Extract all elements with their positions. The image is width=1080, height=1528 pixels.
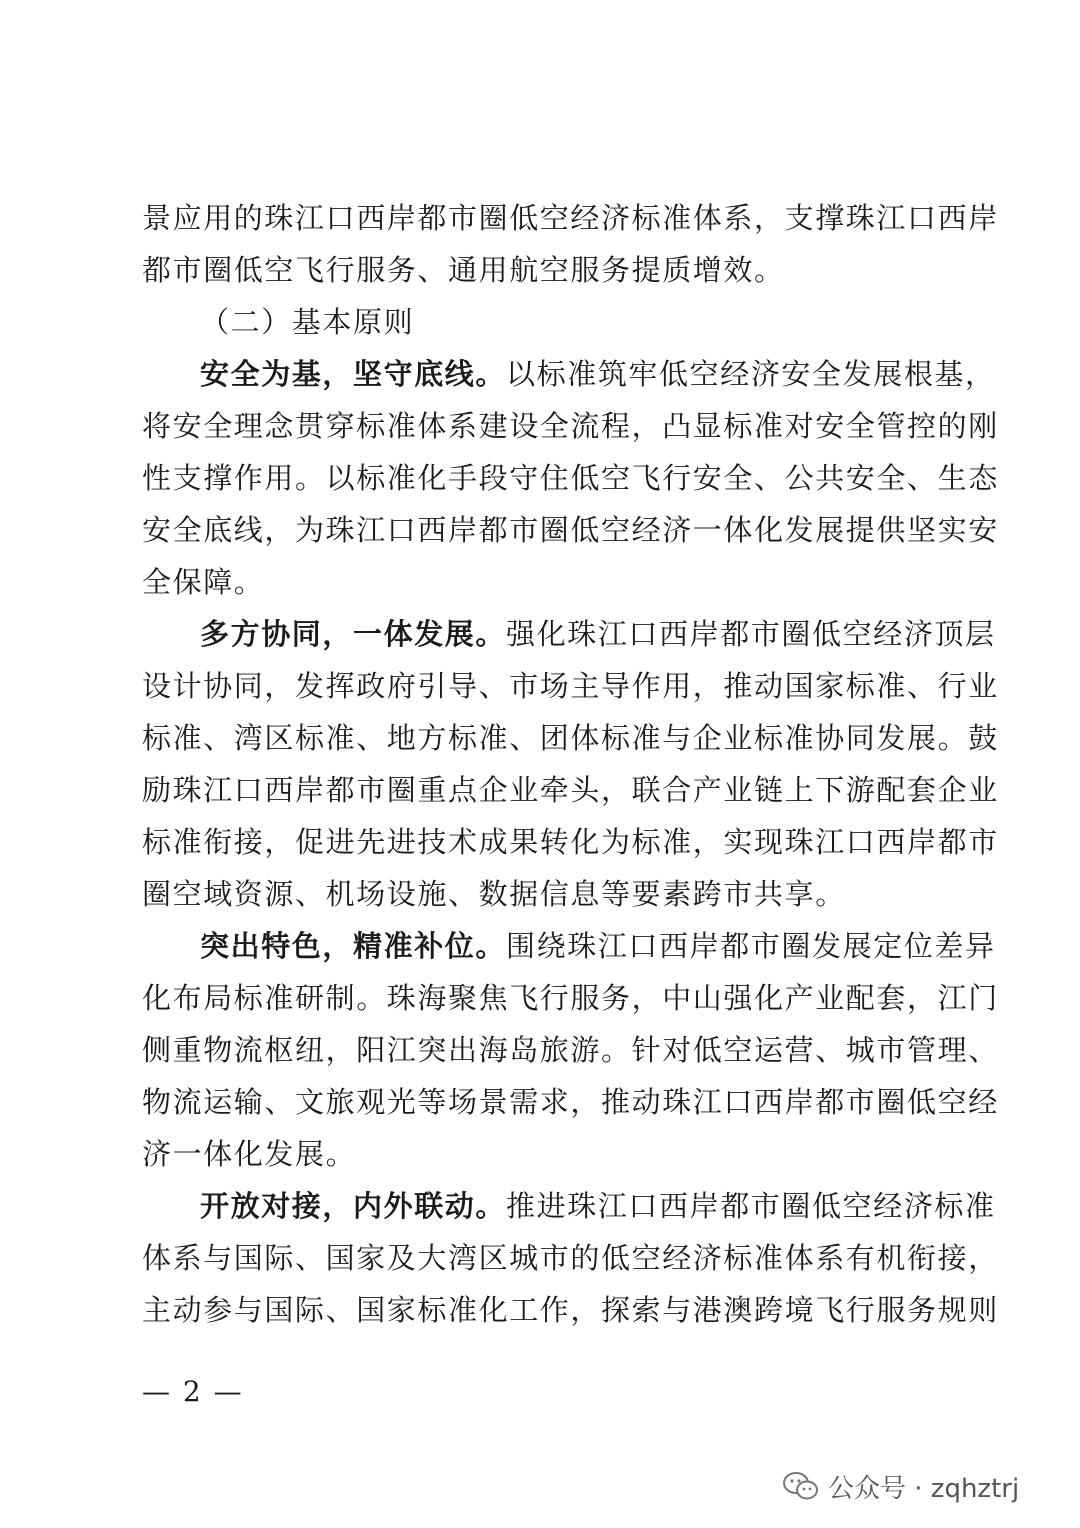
text-line (142, 1290, 999, 1330)
text-line (142, 406, 999, 446)
line-text: 安全底线，为珠江口西岸都市圈低空经济一体化发展提供坚实安 (142, 513, 999, 547)
text-line (142, 198, 999, 238)
text-line (142, 458, 999, 498)
text-line (142, 1030, 999, 1070)
text-line (142, 770, 999, 810)
line-text: 全保障。 (142, 565, 265, 599)
text-line (142, 562, 942, 602)
line-text: 主动参与国际、国家标准化工作，探索与港澳跨境飞行服务规则 (142, 1293, 999, 1327)
line-text: （二）基本原则 (200, 305, 415, 339)
wechat-watermark (782, 1466, 1019, 1506)
line-text: 将安全理念贯穿标准体系建设全流程，凸显标准对安全管控的刚 (142, 409, 999, 443)
line-text: 设计协同，发挥政府引导、市场主导作用，推动国家标准、行业 (142, 669, 999, 703)
line-text: 济一体化发展。 (142, 1137, 357, 1171)
line-text: 强化珠江口西岸都市圈低空经济顶层 (506, 617, 996, 651)
line-text: 推进珠江口西岸都市圈低空经济标准 (506, 1189, 996, 1223)
text-line (142, 1238, 999, 1278)
text-line (142, 822, 999, 862)
line-text: 标准衔接，促进先进技术成果转化为标准，实现珠江口西岸都市 (142, 825, 999, 859)
line-text: 标准、湾区标准、地方标准、团体标准与企业标准协同发展。鼓 (142, 721, 999, 755)
line-text: 侧重物流枢纽，阳江突出海岛旅游。针对低空运营、城市管理、 (142, 1033, 999, 1067)
line-text: 围绕珠江口西岸都市圈发展定位差异 (506, 929, 996, 963)
wechat-icon (782, 1471, 820, 1501)
text-line (200, 614, 996, 654)
text-line (200, 926, 996, 966)
line-text: 体系与国际、国家及大湾区城市的低空经济标准体系有机衔接， (142, 1241, 999, 1275)
text-line (142, 718, 999, 758)
line-text: 化布局标准研制。珠海聚焦飞行服务，中山强化产业配套，江门 (142, 981, 999, 1015)
line-text: 物流运输、文旅观光等场景需求，推动珠江口西岸都市圈低空经 (142, 1085, 999, 1119)
line-text: 以标准筑牢低空经济安全发展根基， (506, 357, 996, 391)
text-line (200, 302, 942, 342)
text-line (142, 874, 942, 914)
line-text: 都市圈低空飞行服务、通用航空服务提质增效。 (142, 253, 785, 287)
line-text: 励珠江口西岸都市圈重点企业牵头，联合产业链上下游配套企业 (142, 773, 999, 807)
text-line (200, 1186, 996, 1226)
watermark-text: 公众号 · zqhztrj (828, 1473, 1020, 1504)
bold-heading-text: 安全为基，坚守底线。 (200, 357, 507, 391)
text-line (142, 250, 942, 290)
text-line (142, 1134, 942, 1174)
text-line (142, 978, 999, 1018)
text-line (142, 1082, 999, 1122)
text-line (142, 666, 999, 706)
bold-heading-text: 突出特色，精准补位。 (200, 929, 507, 963)
bold-heading-text: 多方协同，一体发展。 (200, 617, 507, 651)
page-number: — 2 — (142, 1375, 244, 1408)
text-line (200, 354, 996, 394)
line-text: 圈空域资源、机场设施、数据信息等要素跨市共享。 (142, 877, 846, 911)
text-line (142, 510, 999, 550)
line-text: 性支撑作用。以标准化手段守住低空飞行安全、公共安全、生态 (142, 461, 999, 495)
line-text: 景应用的珠江口西岸都市圈低空经济标准体系，支撑珠江口西岸 (142, 201, 999, 235)
bold-heading-text: 开放对接，内外联动。 (200, 1189, 507, 1223)
